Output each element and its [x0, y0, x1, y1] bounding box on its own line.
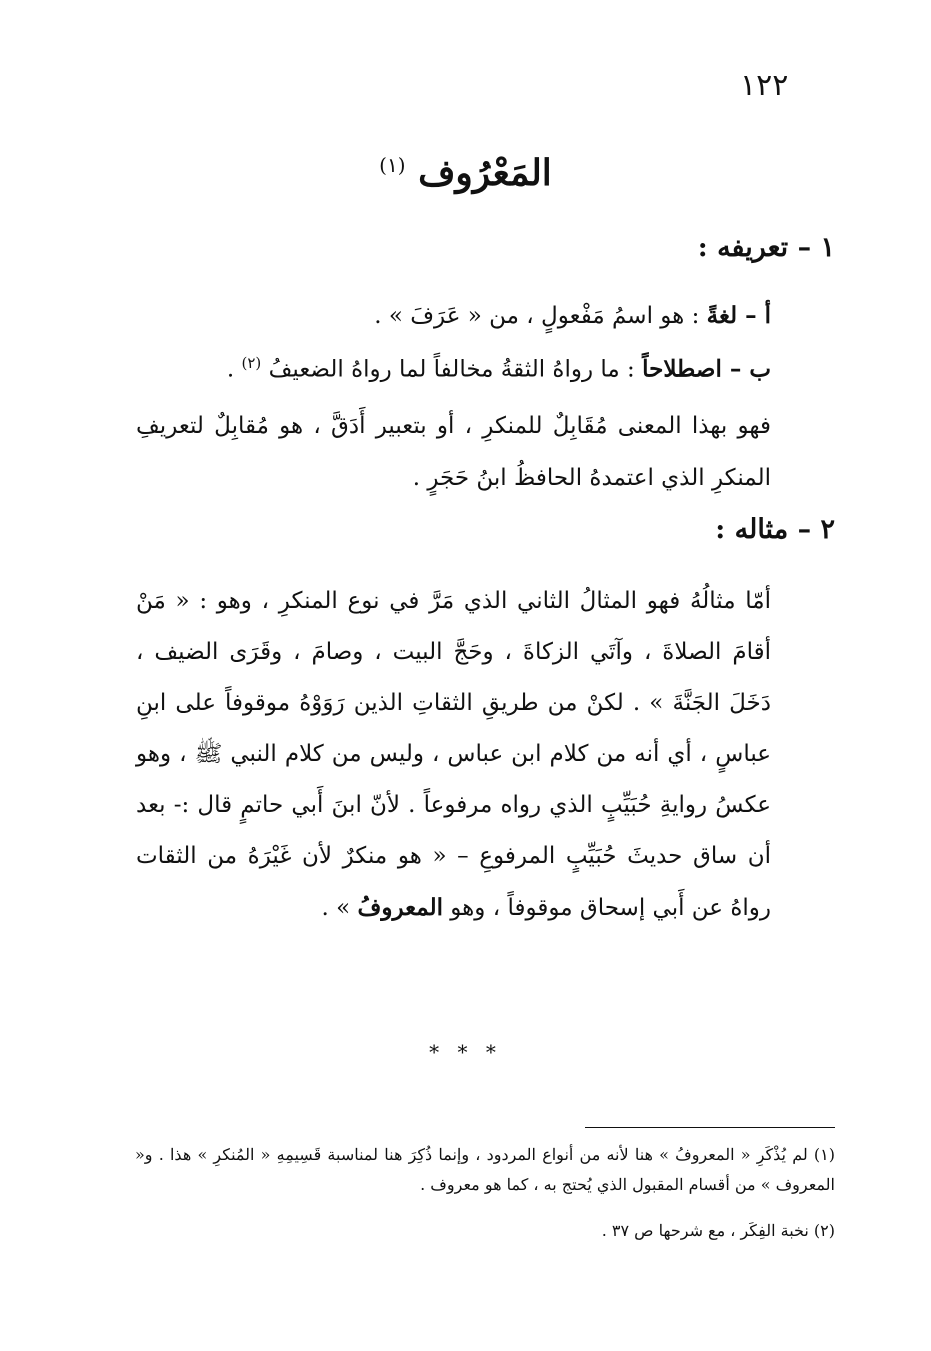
section-2-heading: ٢ – مثاله : — [715, 514, 835, 545]
page-number: ١٢٢ — [740, 68, 789, 103]
definition-istilah — [227, 356, 771, 382]
title-text: المَعْرُوف — [418, 152, 552, 194]
footnote-divider — [585, 1127, 835, 1128]
section-1-heading: ١ – تعريفه : — [697, 232, 835, 263]
page-title — [0, 152, 931, 194]
istilah-footnote-ref: (٢) — [241, 354, 262, 372]
istilah-label: ب – اصطلاحاً — [642, 355, 771, 383]
istilah-text: : ما رواهُ الثقةُ مخالفاً لما رواهُ الضعيفُ — [261, 356, 643, 383]
title-footnote-ref: (١) — [379, 153, 406, 177]
section-2-paragraph — [136, 576, 771, 934]
example-text: أمّا مثالُهُ فهو المثالُ الثاني الذي مَرَّ في نوع المنكرِ ، وهو : « مَنْ أقامَ الصلاةَ ، وآتَي الزكاةَ ، وحَجَّ البيت ، وصامَ ، وقَرَى الضيف ، دَخَلَ الجَنَّةَ » . لكنْ من طريقِ الثقاتِ الذين رَوَوْهُ موقوفاً على ابنِ عباسٍ ، أي أنه من كلام ابن عباس ، وليس من كلام النبي ﷺ ، وهو عكسُ روايةِ حُبَيِّبٍ الذي رواه مرفوعاً . لأنّ ابنَ أَبي حاتمٍ قال :- بعد أن ساق حديثَ حُبَيِّبٍ المرفوعِ – « هو منكرٌ لأن غَيْرَهُ من الثقات رواهُ عن أَبي إسحاق موقوفاً ، وهو — [136, 588, 772, 921]
lugha-text: : هو اسمُ مَفْعولٍ ، من « عَرَفَ » . — [374, 303, 707, 329]
example-bold-term: المعروفُ — [357, 894, 443, 921]
lugha-label: أ – لغةً — [706, 302, 771, 329]
definition-lugha — [374, 304, 771, 328]
istilah-end: . — [226, 356, 242, 383]
section-1-paragraph: فهو بهذا المعنى مُقَابِلٌ للمنكرِ ، أو بتعبير أَدَقَّ ، هو مُقابِلٌ لتعريفِ المنكرِ الذي اعتمدهُ الحافظُ ابنُ حَجَرٍ . — [136, 413, 771, 491]
footnote-2: (٢) نخبة الفِكَر ، مع شرحها ص ٣٧ . — [601, 1221, 835, 1240]
example-end: » . — [321, 895, 358, 921]
footnote-1: (١) لم يُذْكَرِ « المعروفُ » هنا لأنه من أنواع المردود ، وإنما ذُكِرَ هنا لمناسبة قَسِيمِهِ « المُنكرِ » هذا . و« المعروف » من أقسام المقبول الذي يُحتج به ، كما هو معروف . — [135, 1145, 835, 1194]
section-separator: * * * — [429, 1040, 502, 1064]
